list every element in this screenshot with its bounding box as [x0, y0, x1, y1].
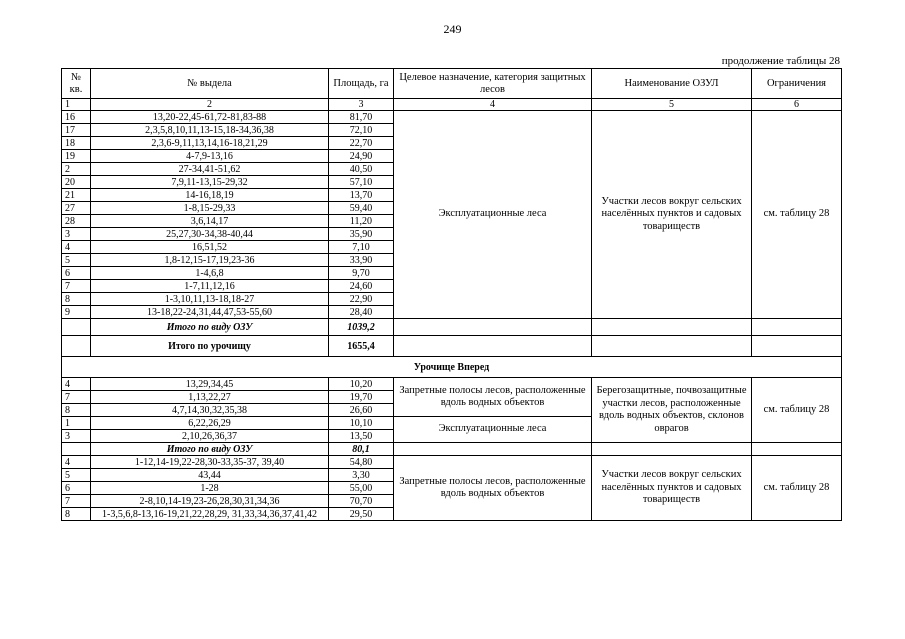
- kv-cell: 6: [62, 267, 91, 280]
- kv-cell: 2: [62, 163, 91, 176]
- kv-cell: 1: [62, 417, 91, 430]
- total-value: 80,1: [329, 443, 394, 456]
- kv-cell: 19: [62, 150, 91, 163]
- vydel-cell: 4-7,9-13,16: [91, 150, 329, 163]
- area-cell: 57,10: [329, 176, 394, 189]
- kv-cell: 8: [62, 508, 91, 521]
- vydel-cell: 1,13,22,27: [91, 391, 329, 404]
- kv-cell: 4: [62, 241, 91, 254]
- vydel-cell: 1-12,14-19,22-28,30-33,35-37, 39,40: [91, 456, 329, 469]
- kv-cell: 5: [62, 469, 91, 482]
- kv-cell: 5: [62, 254, 91, 267]
- vydel-cell: 27-34,41-51,62: [91, 163, 329, 176]
- vydel-cell: 7,9,11-13,15-29,32: [91, 176, 329, 189]
- header-row: [62, 69, 842, 99]
- col-number: 2: [91, 99, 329, 111]
- col-number: 1: [62, 99, 91, 111]
- kv-cell: 20: [62, 176, 91, 189]
- block2-total-row: [62, 443, 842, 456]
- vydel-cell: 43,44: [91, 469, 329, 482]
- purpose-cell: Эксплуатационные леса: [394, 111, 592, 319]
- col-number: 3: [329, 99, 394, 111]
- vydel-cell: 1-7,11,12,16: [91, 280, 329, 293]
- header-purpose: Целевое назначение, категория защитных лесов: [394, 69, 592, 99]
- kv-cell: 8: [62, 293, 91, 306]
- kv-cell: 27: [62, 202, 91, 215]
- area-cell: 11,20: [329, 215, 394, 228]
- area-cell: 40,50: [329, 163, 394, 176]
- col-number: 6: [752, 99, 842, 111]
- area-cell: 55,00: [329, 482, 394, 495]
- kv-cell: 4: [62, 456, 91, 469]
- area-cell: 19,70: [329, 391, 394, 404]
- kv-cell: 21: [62, 189, 91, 202]
- table-row: [62, 456, 842, 469]
- block2-body: [62, 378, 842, 443]
- area-cell: 33,90: [329, 254, 394, 267]
- vydel-cell: 13,29,34,45: [91, 378, 329, 391]
- area-cell: 26,60: [329, 404, 394, 417]
- forest-table: [61, 68, 842, 521]
- kv-cell: 7: [62, 391, 91, 404]
- page-number: 249: [443, 22, 462, 36]
- header-limits: Ограничения: [752, 69, 842, 99]
- table-row: [62, 378, 842, 391]
- purpose-cell: Запретные полосы лесов, расположенные вдоль водных объектов: [394, 378, 592, 417]
- block3-body: [62, 456, 842, 521]
- area-cell: 7,10: [329, 241, 394, 254]
- col-number: 5: [592, 99, 752, 111]
- area-cell: 54,80: [329, 456, 394, 469]
- tract-total-row: [62, 336, 842, 357]
- area-cell: 72,10: [329, 124, 394, 137]
- kv-cell: 18: [62, 137, 91, 150]
- area-cell: 22,90: [329, 293, 394, 306]
- area-cell: 10,20: [329, 378, 394, 391]
- total-value: 1039,2: [329, 319, 394, 336]
- section-title: Урочище Вперед: [62, 357, 842, 378]
- limits-cell: см. таблицу 28: [752, 456, 842, 521]
- area-cell: 3,30: [329, 469, 394, 482]
- vydel-cell: 2,10,26,36,37: [91, 430, 329, 443]
- vydel-cell: 1-3,10,11,13-18,18-27: [91, 293, 329, 306]
- tract-total-value: 1655,4: [329, 336, 394, 357]
- vydel-cell: 2,3,6-9,11,13,14,16-18,21,29: [91, 137, 329, 150]
- limits-cell: см. таблицу 28: [752, 378, 842, 443]
- area-cell: 24,60: [329, 280, 394, 293]
- limits-cell: см. таблицу 28: [752, 111, 842, 319]
- area-cell: 13,50: [329, 430, 394, 443]
- total-label: Итого по виду ОЗУ: [91, 443, 329, 456]
- header-vydel: № выдела: [91, 69, 329, 99]
- total-label: Итого по виду ОЗУ: [91, 319, 329, 336]
- table-continuation-caption: продолжение таблицы 28: [721, 55, 840, 67]
- area-cell: 59,40: [329, 202, 394, 215]
- area-cell: 13,70: [329, 189, 394, 202]
- vydel-cell: 16,51,52: [91, 241, 329, 254]
- area-cell: 22,70: [329, 137, 394, 150]
- ozul-cell: Берегозащитные, почвозащитные участки лесов, расположенные вдоль водных объектов, склонов оврагов: [592, 378, 752, 443]
- vydel-cell: 3,6,14,17: [91, 215, 329, 228]
- vydel-cell: 14-16,18,19: [91, 189, 329, 202]
- kv-cell: 7: [62, 495, 91, 508]
- area-cell: 81,70: [329, 111, 394, 124]
- block1-total-row: [62, 319, 842, 336]
- kv-cell: 8: [62, 404, 91, 417]
- vydel-cell: 13,20-22,45-61,72-81,83-88: [91, 111, 329, 124]
- area-cell: 28,40: [329, 306, 394, 319]
- vydel-cell: 25,27,30-34,38-40,44: [91, 228, 329, 241]
- header-ozul: Наименование ОЗУЛ: [592, 69, 752, 99]
- section-row: [62, 357, 842, 378]
- area-cell: 35,90: [329, 228, 394, 241]
- vydel-cell: 1-28: [91, 482, 329, 495]
- area-cell: 10,10: [329, 417, 394, 430]
- ozul-cell: Участки лесов вокруг сельских населённых пунктов и садовых товариществ: [592, 111, 752, 319]
- kv-cell: 17: [62, 124, 91, 137]
- kv-cell: 7: [62, 280, 91, 293]
- kv-cell: 16: [62, 111, 91, 124]
- kv-cell: 3: [62, 228, 91, 241]
- area-cell: 29,50: [329, 508, 394, 521]
- purpose-cell: Запретные полосы лесов, расположенные вдоль водных объектов: [394, 456, 592, 521]
- header-area: Площадь, га: [329, 69, 394, 99]
- kv-cell: 6: [62, 482, 91, 495]
- vydel-cell: 1-4,6,8: [91, 267, 329, 280]
- vydel-cell: 1-3,5,6,8-13,16-19,21,22,28,29, 31,33,34,36,37,41,42: [91, 508, 329, 521]
- block1-body: [62, 111, 842, 319]
- area-cell: 70,70: [329, 495, 394, 508]
- vydel-cell: 1,8-12,15-17,19,23-36: [91, 254, 329, 267]
- vydel-cell: 2-8,10,14-19,23-26,28,30,31,34,36: [91, 495, 329, 508]
- kv-cell: 3: [62, 430, 91, 443]
- kv-cell: 9: [62, 306, 91, 319]
- table-row: [62, 111, 842, 124]
- col-number: 4: [394, 99, 592, 111]
- tract-total-label: Итого по урочищу: [91, 336, 329, 357]
- column-number-row: [62, 99, 842, 111]
- vydel-cell: 4,7,14,30,32,35,38: [91, 404, 329, 417]
- vydel-cell: 13-18,22-24,31,44,47,53-55,60: [91, 306, 329, 319]
- area-cell: 9,70: [329, 267, 394, 280]
- vydel-cell: 6,22,26,29: [91, 417, 329, 430]
- kv-cell: 4: [62, 378, 91, 391]
- vydel-cell: 2,3,5,8,10,11,13-15,18-34,36,38: [91, 124, 329, 137]
- vydel-cell: 1-8,15-29,33: [91, 202, 329, 215]
- kv-cell: 28: [62, 215, 91, 228]
- area-cell: 24,90: [329, 150, 394, 163]
- ozul-cell: Участки лесов вокруг сельских населённых пунктов и садовых товариществ: [592, 456, 752, 521]
- purpose-cell: Эксплуатационные леса: [394, 417, 592, 443]
- header-kv: № кв.: [62, 69, 91, 99]
